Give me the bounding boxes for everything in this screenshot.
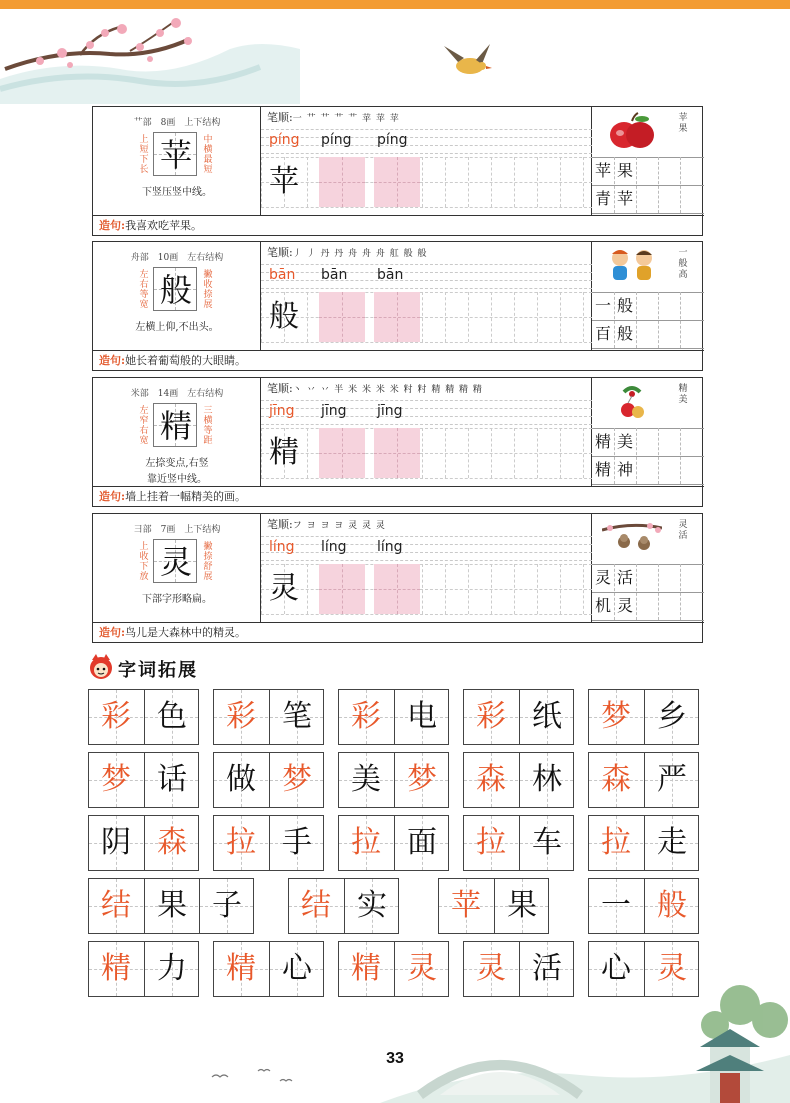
expansion-character: 阴 bbox=[101, 825, 131, 860]
writing-box-practice[interactable] bbox=[374, 157, 420, 207]
plum-blossom-branch-illustration bbox=[0, 9, 300, 104]
expansion-word bbox=[463, 689, 574, 745]
model-character: 精 bbox=[159, 407, 192, 445]
expansion-character: 实 bbox=[357, 888, 387, 923]
word-grid bbox=[592, 564, 704, 620]
expansion-character: 灵 bbox=[476, 951, 506, 986]
expansion-character: 做 bbox=[226, 762, 256, 797]
writing-box-practice[interactable] bbox=[374, 292, 420, 342]
writing-tip-line: 下部字形略扁。 bbox=[142, 594, 212, 605]
word-cell bbox=[644, 753, 698, 807]
word-cell bbox=[644, 690, 698, 744]
word-character: 精 bbox=[594, 432, 611, 451]
expansion-word bbox=[588, 878, 699, 934]
word-cell bbox=[589, 690, 643, 744]
stroke-sequence: 丶 丷 丷 半 米 米 米 米 籿 籿 精 精 精 精 bbox=[292, 385, 483, 395]
expansion-character: 乡 bbox=[657, 699, 687, 734]
word-cell bbox=[644, 816, 698, 870]
expansion-character: 拉 bbox=[601, 825, 631, 860]
example-sentence bbox=[93, 486, 704, 507]
expansion-character: 结 bbox=[301, 888, 331, 923]
sentence-label: 造句: bbox=[99, 354, 126, 367]
pinyin: líng bbox=[269, 539, 295, 555]
expansion-character: 彩 bbox=[226, 699, 256, 734]
vocabulary-panel bbox=[592, 107, 704, 215]
sample-character: 精 bbox=[269, 435, 299, 470]
writing-box-practice[interactable] bbox=[319, 564, 365, 614]
radical-strokes-structure: 彐部 7画 上下结构 bbox=[133, 525, 221, 535]
word-cell bbox=[89, 690, 143, 744]
sentence-text: 鸟儿是大森林中的精灵。 bbox=[125, 626, 247, 639]
expansion-character: 森 bbox=[601, 762, 631, 797]
word-character: 精 bbox=[594, 460, 611, 479]
word-cell bbox=[394, 690, 448, 744]
example-sentence bbox=[93, 215, 704, 236]
radical-strokes-structure: 舟部 10画 左右结构 bbox=[130, 253, 224, 263]
card-info-panel bbox=[93, 107, 261, 215]
word-character: 活 bbox=[616, 568, 633, 587]
writing-tip-line: 左横上仰,不出头。 bbox=[135, 322, 219, 333]
expansion-character: 梦 bbox=[282, 762, 312, 797]
pinyin: líng bbox=[321, 539, 347, 555]
word-cell bbox=[144, 879, 198, 933]
pinyin-lines bbox=[261, 400, 592, 424]
expansion-character: 走 bbox=[657, 825, 687, 860]
word-cell bbox=[269, 753, 323, 807]
writing-tip bbox=[93, 456, 261, 488]
radical-strokes-structure: 艹部 8画 上下结构 bbox=[133, 118, 221, 128]
stroke-order bbox=[267, 109, 400, 125]
word-cell bbox=[144, 816, 198, 870]
expansion-word bbox=[88, 815, 199, 871]
word-cell bbox=[199, 879, 253, 933]
practice-panel bbox=[261, 242, 592, 350]
pinyin: jīng bbox=[321, 403, 347, 419]
flying-birds-icon bbox=[210, 1065, 310, 1089]
stroke-sequence: フ ヨ ヨ ヨ 灵 灵 灵 bbox=[292, 521, 386, 531]
writing-box-practice[interactable] bbox=[319, 428, 365, 478]
sentence-label: 造句: bbox=[99, 626, 126, 639]
expansion-word bbox=[213, 815, 324, 871]
model-character-box bbox=[153, 403, 197, 447]
word-cell bbox=[339, 690, 393, 744]
expansion-word bbox=[88, 689, 199, 745]
word-grid bbox=[592, 292, 704, 348]
practice-panel bbox=[261, 378, 592, 486]
expansion-character: 纸 bbox=[532, 699, 562, 734]
writing-box-sample bbox=[261, 428, 307, 478]
stroke-order-label: 笔顺: bbox=[267, 246, 293, 259]
expansion-word bbox=[588, 752, 699, 808]
word-character: 美 bbox=[616, 432, 633, 451]
expansion-word bbox=[463, 815, 574, 871]
expansion-character: 车 bbox=[532, 825, 562, 860]
top-bar bbox=[0, 0, 790, 9]
pinyin: jīng bbox=[269, 403, 295, 419]
practice-panel bbox=[261, 514, 592, 622]
expansion-character: 精 bbox=[351, 951, 381, 986]
expansion-character: 梦 bbox=[407, 762, 437, 797]
word-cell bbox=[519, 816, 573, 870]
character-card bbox=[92, 377, 703, 507]
writing-box-sample bbox=[261, 564, 307, 614]
word-cell bbox=[589, 879, 643, 933]
vocabulary-panel bbox=[592, 514, 704, 622]
practice-panel bbox=[261, 107, 592, 215]
writing-tip bbox=[93, 592, 261, 608]
expansion-word bbox=[88, 878, 254, 934]
example-sentence bbox=[93, 350, 704, 371]
writing-box-sample bbox=[261, 292, 307, 342]
expansion-character: 精 bbox=[226, 951, 256, 986]
model-character-box bbox=[153, 132, 197, 176]
word-cell bbox=[464, 753, 518, 807]
stroke-order bbox=[267, 516, 386, 532]
expansion-character: 力 bbox=[157, 951, 187, 986]
word-grid bbox=[592, 428, 704, 484]
writing-box-practice[interactable] bbox=[319, 292, 365, 342]
expansion-character: 美 bbox=[351, 762, 381, 797]
structure-hint-right: 撇捺舒展 bbox=[203, 542, 213, 582]
pinyin-lines bbox=[261, 264, 592, 288]
expansion-word bbox=[438, 878, 549, 934]
vocabulary-panel bbox=[592, 242, 704, 350]
pinyin-lines bbox=[261, 129, 592, 153]
structure-hint-right: 三横等距 bbox=[203, 406, 213, 446]
card-info-panel bbox=[93, 242, 261, 350]
sentence-label: 造句: bbox=[99, 490, 126, 503]
expansion-character: 严 bbox=[657, 762, 687, 797]
word-cell bbox=[144, 753, 198, 807]
word-cell bbox=[644, 879, 698, 933]
picture-caption: 精美 bbox=[678, 384, 688, 405]
word-cell bbox=[339, 816, 393, 870]
expansion-character: 林 bbox=[532, 762, 562, 797]
expansion-word bbox=[88, 752, 199, 808]
word-character: 灵 bbox=[594, 568, 611, 587]
writing-box-practice[interactable] bbox=[319, 157, 365, 207]
word-character: 灵 bbox=[616, 596, 633, 615]
section-title-text: 字词拓展 bbox=[118, 660, 198, 681]
expansion-character: 笔 bbox=[282, 699, 312, 734]
word-cell bbox=[144, 690, 198, 744]
vocabulary-picture bbox=[602, 518, 662, 558]
expansion-word bbox=[588, 689, 699, 745]
character-card bbox=[92, 513, 703, 643]
word-cell bbox=[589, 753, 643, 807]
expansion-word bbox=[213, 752, 324, 808]
expansion-character: 彩 bbox=[476, 699, 506, 734]
expansion-character: 话 bbox=[157, 762, 187, 797]
word-cell bbox=[494, 879, 548, 933]
word-cell bbox=[214, 942, 268, 996]
word-character: 机 bbox=[594, 596, 611, 615]
expansion-word bbox=[288, 878, 399, 934]
sentence-text: 墙上挂着一幅精美的画。 bbox=[125, 490, 247, 503]
stroke-order-label: 笔顺: bbox=[267, 382, 293, 395]
pinyin: píng bbox=[269, 132, 300, 148]
word-cell bbox=[214, 753, 268, 807]
model-character: 苹 bbox=[159, 136, 192, 174]
word-cell bbox=[344, 879, 398, 933]
expansion-character: 心 bbox=[601, 951, 631, 986]
pinyin: líng bbox=[377, 539, 403, 555]
bridge-pavilion-illustration bbox=[380, 985, 790, 1103]
expansion-word bbox=[338, 752, 449, 808]
stroke-order bbox=[267, 380, 483, 396]
writing-box-sample bbox=[261, 157, 307, 207]
word-cell bbox=[464, 816, 518, 870]
word-cell bbox=[519, 690, 573, 744]
model-character: 灵 bbox=[159, 543, 192, 581]
expansion-word bbox=[338, 689, 449, 745]
pinyin: bān bbox=[377, 267, 404, 283]
expansion-character: 拉 bbox=[226, 825, 256, 860]
expansion-character: 梦 bbox=[101, 762, 131, 797]
structure-hint-left: 上收下放 bbox=[139, 542, 149, 582]
stroke-sequence: 一 艹 艹 艹 艹 苹 苹 苹 bbox=[292, 114, 400, 124]
stroke-order-label: 笔顺: bbox=[267, 518, 293, 531]
expansion-word bbox=[588, 815, 699, 871]
model-character-box bbox=[153, 267, 197, 311]
pinyin: jīng bbox=[377, 403, 403, 419]
card-info-panel bbox=[93, 514, 261, 622]
vocabulary-panel bbox=[592, 378, 704, 486]
expansion-character: 果 bbox=[157, 888, 187, 923]
expansion-word bbox=[463, 752, 574, 808]
word-cell bbox=[144, 942, 198, 996]
sentence-label: 造句: bbox=[99, 219, 126, 232]
expansion-character: 拉 bbox=[351, 825, 381, 860]
word-cell bbox=[464, 690, 518, 744]
expansion-word bbox=[88, 941, 199, 997]
sample-character: 般 bbox=[269, 299, 299, 334]
word-cell bbox=[289, 879, 343, 933]
stroke-sequence: 丿 丿 丹 丹 舟 舟 舟 舡 般 般 bbox=[292, 249, 428, 259]
writing-box-practice[interactable] bbox=[374, 564, 420, 614]
expansion-character: 子 bbox=[212, 888, 242, 923]
expansion-character: 精 bbox=[101, 951, 131, 986]
expansion-character: 彩 bbox=[351, 699, 381, 734]
expansion-character: 活 bbox=[532, 951, 562, 986]
picture-caption: 一般高 bbox=[678, 248, 688, 280]
pinyin: píng bbox=[321, 132, 352, 148]
pinyin: bān bbox=[269, 267, 296, 283]
word-character: 苹 bbox=[594, 161, 611, 180]
word-character: 果 bbox=[616, 161, 633, 180]
writing-tip-line: 靠近竖中线。 bbox=[147, 474, 207, 485]
word-cell bbox=[214, 816, 268, 870]
word-cell bbox=[89, 753, 143, 807]
page-number: 33 bbox=[386, 1050, 404, 1067]
example-sentence bbox=[93, 622, 704, 643]
word-character: 百 bbox=[594, 324, 611, 343]
writing-tip-line: 左捺变点,右竖 bbox=[145, 458, 209, 469]
bird-illustration bbox=[440, 38, 500, 88]
word-cell bbox=[439, 879, 493, 933]
expansion-character: 般 bbox=[657, 888, 687, 923]
mascot-icon bbox=[86, 652, 116, 684]
expansion-character: 梦 bbox=[601, 699, 631, 734]
word-cell bbox=[89, 879, 143, 933]
expansion-character: 一 bbox=[601, 888, 631, 923]
stroke-order bbox=[267, 244, 427, 260]
expansion-character: 色 bbox=[157, 699, 187, 734]
section-title-expansion bbox=[86, 652, 286, 684]
picture-caption: 灵活 bbox=[678, 520, 688, 541]
word-cell bbox=[269, 690, 323, 744]
word-cell bbox=[89, 942, 143, 996]
word-character: 般 bbox=[616, 324, 633, 343]
vocabulary-picture bbox=[602, 111, 662, 151]
expansion-character: 彩 bbox=[101, 699, 131, 734]
sentence-text: 她长着葡萄般的大眼睛。 bbox=[125, 354, 247, 367]
expansion-character: 苹 bbox=[451, 888, 481, 923]
radical-strokes-structure: 米部 14画 左右结构 bbox=[130, 389, 224, 399]
expansion-character: 灵 bbox=[657, 951, 687, 986]
character-card bbox=[92, 241, 703, 371]
word-character: 般 bbox=[616, 296, 633, 315]
vocabulary-picture bbox=[602, 382, 662, 422]
structure-hint-left: 左右等宽 bbox=[139, 270, 149, 310]
writing-tip-line: 下竖压竖中线。 bbox=[142, 187, 212, 198]
sample-character: 灵 bbox=[269, 571, 299, 606]
word-character: 青 bbox=[594, 189, 611, 208]
model-character-box bbox=[153, 539, 197, 583]
word-cell bbox=[519, 753, 573, 807]
character-card bbox=[92, 106, 703, 236]
expansion-character: 果 bbox=[507, 888, 537, 923]
expansion-word bbox=[338, 815, 449, 871]
writing-tip bbox=[93, 185, 261, 201]
word-cell bbox=[269, 942, 323, 996]
expansion-word bbox=[213, 941, 324, 997]
expansion-character: 森 bbox=[157, 825, 187, 860]
vocabulary-picture bbox=[602, 246, 662, 286]
structure-hint-right: 中横最短 bbox=[203, 135, 213, 175]
expansion-word bbox=[213, 689, 324, 745]
word-character: 苹 bbox=[616, 189, 633, 208]
expansion-character: 结 bbox=[101, 888, 131, 923]
word-cell bbox=[589, 816, 643, 870]
word-cell bbox=[269, 816, 323, 870]
word-cell bbox=[394, 816, 448, 870]
expansion-character: 拉 bbox=[476, 825, 506, 860]
expansion-character: 森 bbox=[476, 762, 506, 797]
writing-box-practice[interactable] bbox=[374, 428, 420, 478]
expansion-character: 手 bbox=[282, 825, 312, 860]
sentence-text: 我喜欢吃苹果。 bbox=[125, 219, 203, 232]
word-character: 神 bbox=[616, 460, 633, 479]
word-character: 一 bbox=[594, 296, 611, 315]
pinyin-lines bbox=[261, 536, 592, 560]
expansion-character: 灵 bbox=[407, 951, 437, 986]
pinyin: píng bbox=[377, 132, 408, 148]
card-info-panel bbox=[93, 378, 261, 486]
structure-hint-left: 上短下长 bbox=[139, 135, 149, 175]
model-character: 般 bbox=[159, 271, 192, 309]
word-grid bbox=[592, 157, 704, 213]
word-cell bbox=[339, 753, 393, 807]
pinyin: bān bbox=[321, 267, 348, 283]
picture-caption: 苹果 bbox=[678, 113, 688, 134]
word-cell bbox=[394, 753, 448, 807]
word-cell bbox=[89, 816, 143, 870]
writing-tip bbox=[93, 320, 261, 336]
expansion-character: 心 bbox=[282, 951, 312, 986]
sample-character: 苹 bbox=[269, 164, 299, 199]
structure-hint-left: 左窄右宽 bbox=[139, 406, 149, 446]
expansion-character: 电 bbox=[407, 699, 437, 734]
structure-hint-right: 撇收捺展 bbox=[203, 270, 213, 310]
expansion-character: 面 bbox=[407, 825, 437, 860]
word-cell bbox=[214, 690, 268, 744]
stroke-order-label: 笔顺: bbox=[267, 111, 293, 124]
